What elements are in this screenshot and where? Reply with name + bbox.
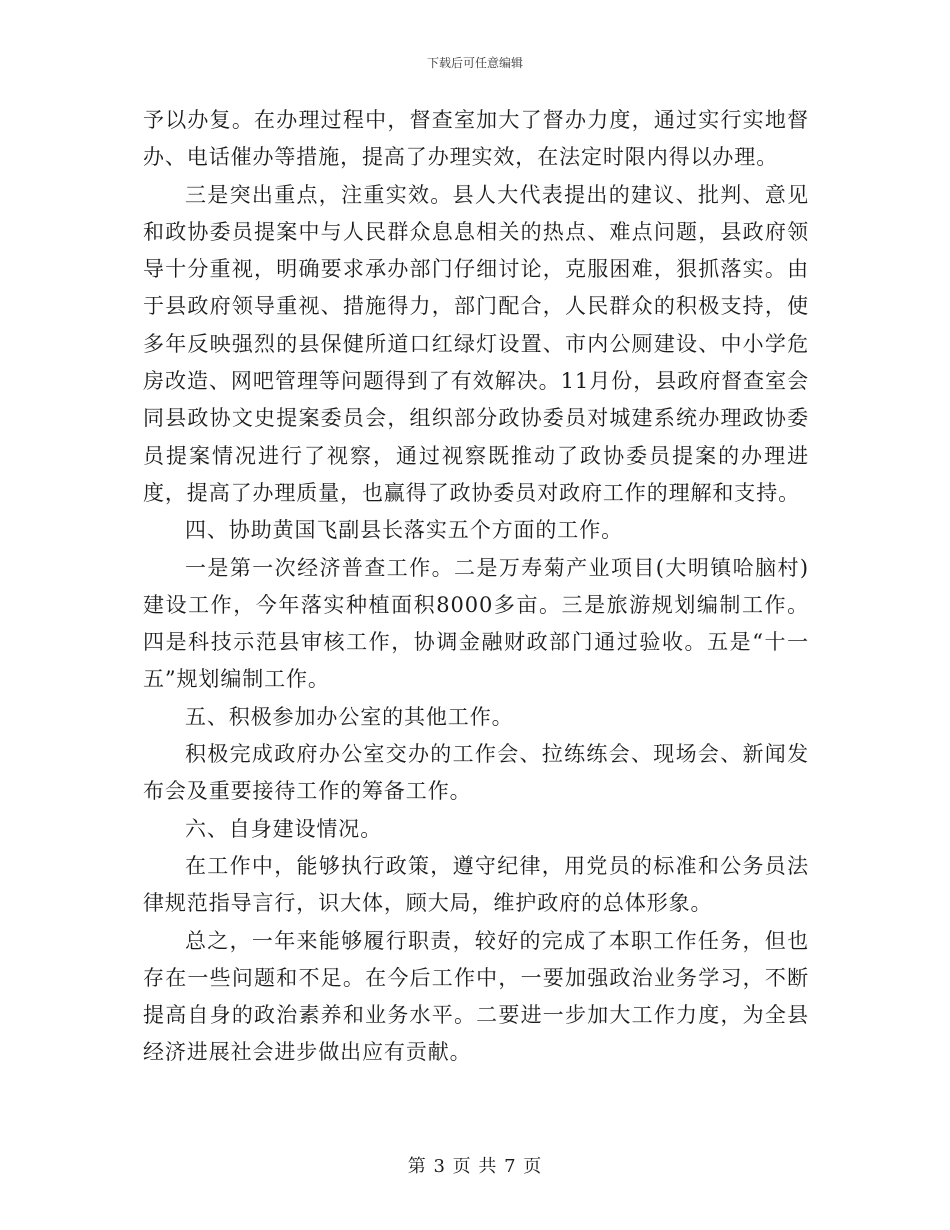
document-body xyxy=(143,102,809,1072)
paragraph-self-building: 在工作中，能够执行政策，遵守纪律，用党员的标准和公务员法律规范指导言行，识大体，顾大局，维护政府的总体形象。 xyxy=(143,853,809,916)
page-number: 第 3 页 共 7 页 xyxy=(407,1156,543,1177)
paragraph-summary: 总之，一年来能够履行职责，较好的完成了本职工作任务，但也存在一些问题和不足。在今后工作中，一要加强政治业务学习，不断提高自身的政治素养和业务水平。二要进一步加大工作力度，为全县经济进展社会进步做出应有贡献。 xyxy=(143,928,809,1065)
paragraph-office-work: 积极完成政府办公室交办的工作会、拉练练会、现场会、新闻发布会及重要接待工作的筹备工作。 xyxy=(143,742,809,804)
header-note: 下载后可任意编辑 xyxy=(426,56,523,70)
section-heading-six: 六、自身建设情况。 xyxy=(185,816,383,841)
paragraph-continuation: 予以办复。在办理过程中，督查室加大了督办力度，通过实行实地督办、电话催办等措施，提高了办理实效，在法定时限内得以办理。 xyxy=(143,108,809,170)
paragraph-key-points: 三是突出重点，注重实效。县人大代表提出的建议、批判、意见和政协委员提案中与人民群众息息相关的热点、难点问题，县政府领导十分重视，明确要求承办部门仔细讨论，克服困难，狠抓落实。由于县政府领导重视、措施得力，部门配合，人民群众的积极支持，使多年反映强烈的县保健所道口红绿灯设置、市内公厕建设、中小学危房改造、网吧管理等问题得到了有效解决。11月份，县政府督查室会同县政协文史提案委员会，组织部分政协委员对城建系统办理政协委员提案情况进行了视察，通过视察既推动了政协委员提案的办理进度，提高了办理质量，也赢得了政协委员对政府工作的理解和支持。 xyxy=(143,182,809,505)
section-heading-five: 五、积极参加办公室的其他工作。 xyxy=(185,704,514,729)
paragraph-five-tasks: 一是第一次经济普查工作。二是万寿菊产业项目(大明镇哈脑村)建设工作，今年落实种植面积8000多亩。三是旅游规划编制工作。四是科技示范县审核工作，协调金融财政部门通过验收。五是“十一五”规划编制工作。 xyxy=(143,555,809,692)
section-heading-four: 四、协助黄国飞副县长落实五个方面的工作。 xyxy=(185,518,623,543)
